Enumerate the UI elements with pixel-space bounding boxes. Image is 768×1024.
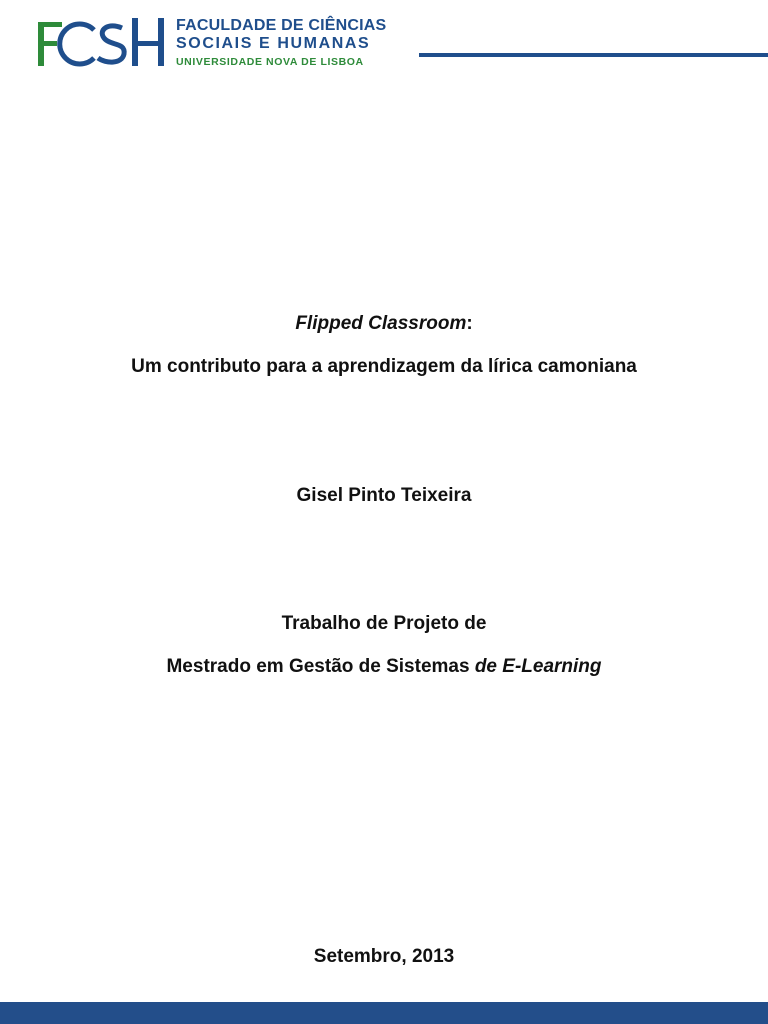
header-divider <box>419 53 768 57</box>
institution-name <box>176 18 386 68</box>
institution-name-line-2: SOCIAIS E HUMANAS <box>176 35 371 52</box>
footer-bar <box>0 1002 768 1024</box>
thesis-title <box>0 313 768 335</box>
degree-program-italic: de E-Learning <box>474 656 602 677</box>
institution-name-line-1: FACULDADE DE CIÊNCIAS <box>176 17 387 34</box>
submission-date: Setembro, 2013 <box>313 946 455 967</box>
university-name: UNIVERSIDADE NOVA DE LISBOA <box>176 56 364 68</box>
degree-program: Mestrado em Gestão de Sistemas <box>166 656 475 677</box>
thesis-title-main: Flipped Classroom <box>295 313 467 334</box>
degree-line-1: Trabalho de Projeto de <box>281 613 487 634</box>
thesis-title-colon: : <box>466 313 473 334</box>
author-name: Gisel Pinto Teixeira <box>296 485 472 506</box>
institution-header <box>36 16 768 70</box>
degree-line-2 <box>0 656 768 678</box>
thesis-subtitle: Um contributo para a aprendizagem da lírica camoniana <box>131 356 637 377</box>
fcsh-logo-icon <box>36 16 168 70</box>
